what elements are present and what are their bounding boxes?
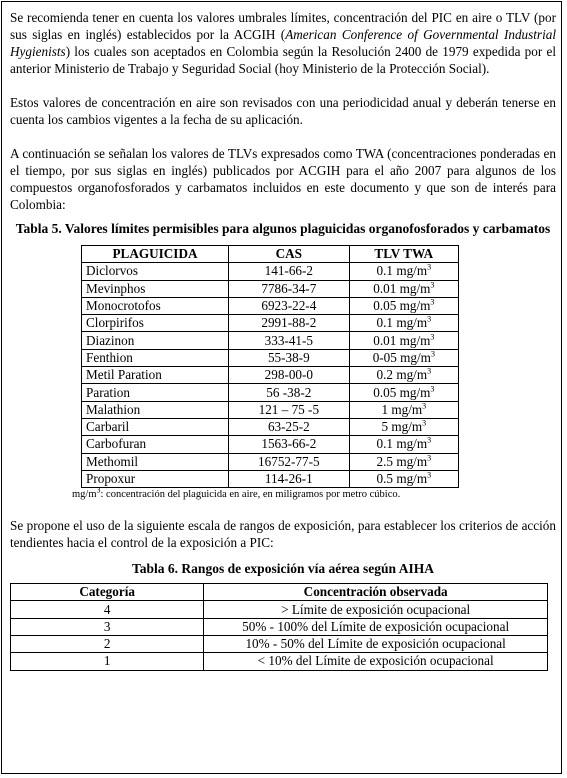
cell-plaguicida: Carbaril: [82, 418, 229, 435]
header-concentracion: Concentración observada: [204, 584, 548, 601]
table-row: [82, 349, 459, 366]
cell-plaguicida: Diazinon: [82, 332, 229, 349]
tlv-exponent: 3: [427, 453, 432, 463]
document-body: [10, 9, 556, 671]
tlv-exponent: 3: [430, 384, 435, 394]
tlv-exponent: 3: [430, 297, 435, 307]
table6-caption: Tabla 6. Rangos de exposición vía aérea según AIHA: [132, 561, 434, 577]
cell-categoria: 1: [11, 653, 204, 670]
table-row: [82, 263, 459, 280]
paragraph-text: Se recomienda tener en cuenta los valores umbrales límites, concentración del PIC en aire o TLV (por sus siglas en inglés) establecidos por la ACGIH (: [10, 10, 556, 42]
cell-categoria: 3: [11, 618, 204, 635]
tlv-value: 0.5 mg/m: [376, 471, 428, 486]
table-row: [11, 653, 548, 670]
cell-plaguicida: Fenthion: [82, 349, 229, 366]
table5-footnote: [72, 485, 556, 501]
cell-categoria: 2: [11, 636, 204, 653]
cell-cas: 6923-22-4: [229, 297, 350, 314]
tlv-value: 0.05 mg/m: [373, 384, 431, 400]
cell-plaguicida: Clorpirifos: [82, 315, 229, 332]
cell-tlv: [349, 315, 458, 332]
cell-plaguicida: Carbofuran: [82, 436, 229, 453]
cell-tlv: [349, 367, 458, 384]
cell-tlv: [349, 436, 458, 453]
cell-cas: 333-41-5: [229, 332, 350, 349]
cell-cas: 63-25-2: [229, 418, 350, 435]
cell-tlv: [349, 263, 458, 280]
paragraph-tlv-intro: A continuación se señalan los valores de TLVs expresados como TWA (concentraciones ponderadas en el tiempo, por sus siglas en inglés) publicados por ACGIH para el año 2007 para algunos de los compuestos organofosforados y carbamatos incluidos en este documento y que son de interés para Colombia:: [10, 146, 556, 212]
cell-categoria: 4: [11, 601, 204, 618]
cell-tlv: [349, 453, 458, 470]
table-row: [82, 315, 459, 332]
tlv-value: 2.5 mg/m: [376, 453, 428, 469]
cell-cas: 298-00-0: [229, 367, 350, 384]
table-row: [11, 636, 548, 653]
cell-tlv: [349, 297, 458, 314]
cell-tlv: [349, 401, 458, 418]
table-row: [82, 436, 459, 453]
cell-tlv: [349, 349, 458, 366]
tlv-exponent: 3: [422, 418, 427, 428]
table-row: [82, 280, 459, 297]
cell-cas: 1563-66-2: [229, 436, 350, 453]
cell-tlv: [349, 384, 458, 401]
footnote-sup: 3: [96, 485, 101, 495]
table6-exposure: [10, 583, 548, 670]
tlv-exponent: 3: [427, 470, 432, 480]
table-row: [82, 367, 459, 384]
cell-concentracion: > Límite de exposición ocupacional: [204, 601, 548, 618]
acgih-full-name: American Conference of Governmental Industrial Hygienists: [10, 27, 556, 59]
cell-plaguicida: Malathion: [82, 401, 229, 418]
cell-plaguicida: Diclorvos: [82, 263, 229, 280]
table-row: [11, 618, 548, 635]
table-row: [82, 470, 459, 487]
tlv-exponent: 3: [427, 314, 432, 324]
tlv-exponent: 3: [427, 366, 432, 376]
table-row: [82, 384, 459, 401]
table-row: [11, 601, 548, 618]
tlv-value: 0.2 mg/m: [376, 367, 428, 383]
cell-concentracion: 50% - 100% del Límite de exposición ocupacional: [204, 618, 548, 635]
cell-cas: 2991-88-2: [229, 315, 350, 332]
table-row: [82, 418, 459, 435]
tlv-value: 5 mg/m: [381, 419, 423, 435]
table-row: [82, 453, 459, 470]
cell-cas: 114-26-1: [229, 470, 350, 487]
tlv-value: 0.01 mg/m: [373, 332, 431, 348]
tlv-value: 0.1 mg/m: [376, 263, 428, 279]
cell-plaguicida: Mevinphos: [82, 280, 229, 297]
cell-plaguicida: Methomil: [82, 453, 229, 470]
cell-cas: 141-66-2: [229, 263, 350, 280]
cell-concentracion: 10% - 50% del Límite de exposición ocupacional: [204, 636, 548, 653]
header-tlv: TLV TWA: [349, 246, 458, 263]
cell-plaguicida: Paration: [82, 384, 229, 401]
footnote-unit: mg/m: [72, 489, 97, 501]
table-header-row: [11, 584, 548, 601]
table-row: [82, 332, 459, 349]
cell-cas: 16752-77-5: [229, 453, 350, 470]
cell-cas: 56 -38-2: [229, 384, 350, 401]
paragraph-text: ) los cuales son aceptados en Colombia según la Resolución 2400 de 1979 expedida por el anterior Ministerio de Trabajo y Seguridad Social (hoy Ministerio de la Protección Social).: [10, 44, 556, 76]
tlv-exponent: 3: [430, 280, 435, 290]
paragraph-revision: Estos valores de concentración en aire son revisados con una periodicidad anual y deberán tenerse en cuenta los cambios vigentes a la fecha de su aplicación.: [10, 95, 556, 127]
tlv-value: 1 mg/m: [381, 401, 423, 417]
table-row: [82, 297, 459, 314]
cell-cas: 7786-34-7: [229, 280, 350, 297]
tlv-exponent: 3: [430, 332, 435, 342]
cell-cas: 121 – 75 -5: [229, 401, 350, 418]
paragraph-acgih: [10, 9, 556, 77]
tlv-value: 0-05 mg/m: [372, 349, 431, 365]
table5-tlv: [81, 245, 459, 488]
cell-concentracion: < 10% del Límite de exposición ocupacional: [204, 653, 548, 670]
header-plaguicida: PLAGUICIDA: [82, 246, 229, 263]
footnote-text: : concentración del plaguicida en aire, en miligramos por metro cúbico.: [100, 489, 401, 501]
cell-plaguicida: Monocrotofos: [82, 297, 229, 314]
tlv-value: 0.1 mg/m: [376, 436, 428, 452]
table-row: [82, 401, 459, 418]
tlv-exponent: 3: [422, 401, 427, 411]
tlv-value: 0.05 mg/m: [373, 298, 431, 314]
cell-tlv: [349, 470, 458, 487]
paragraph-scale: Se propone el uso de la siguiente escala de rangos de exposición, para establecer los criterios de acción tendientes hacia el control de la exposición a PIC:: [10, 518, 556, 551]
cell-plaguicida: Metil Paration: [82, 367, 229, 384]
header-cas: CAS: [229, 246, 350, 263]
cell-tlv: [349, 332, 458, 349]
cell-cas: 55-38-9: [229, 349, 350, 366]
cell-tlv: [349, 418, 458, 435]
tlv-exponent: 3: [427, 263, 432, 273]
table-header-row: [82, 246, 459, 263]
table5-caption: Tabla 5. Valores límites permisibles para algunos plaguicidas organofosforados y carbamatos: [15, 221, 551, 236]
cell-tlv: [349, 280, 458, 297]
header-categoria: Categoría: [11, 584, 204, 601]
cell-plaguicida: Propoxur: [82, 470, 229, 487]
tlv-value: 0.01 mg/m: [373, 280, 431, 296]
tlv-exponent: 3: [427, 436, 432, 446]
tlv-exponent: 3: [430, 349, 435, 359]
tlv-value: 0.1 mg/m: [376, 315, 428, 331]
